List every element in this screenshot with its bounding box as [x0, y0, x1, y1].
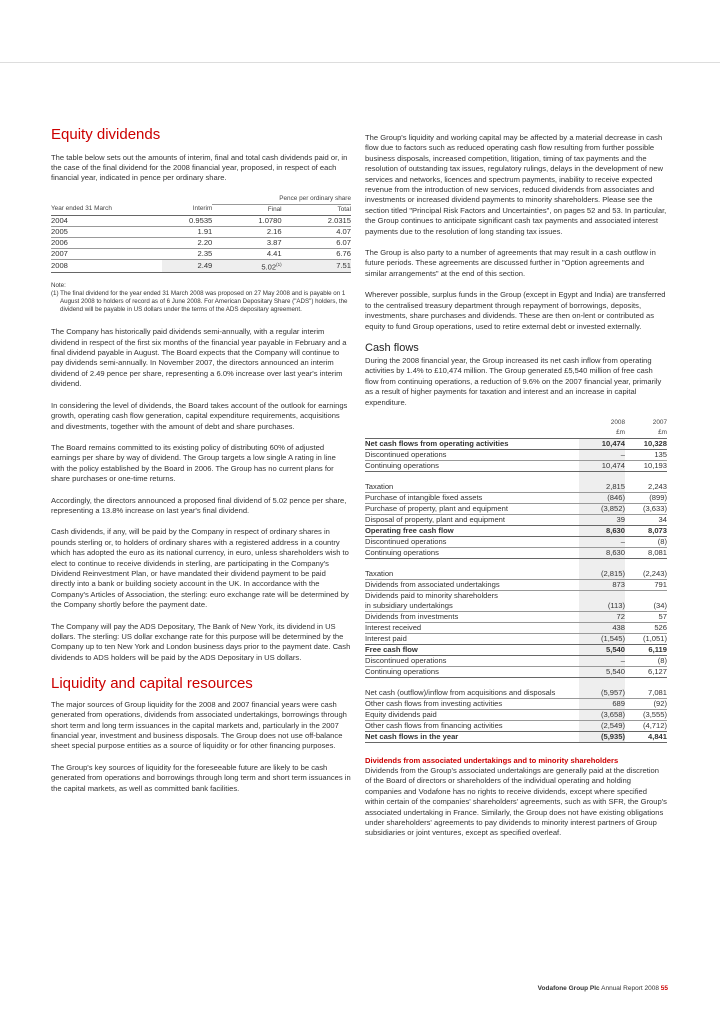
- table-row: [365, 460, 667, 471]
- value-2007: 2,243: [625, 482, 667, 493]
- final-col-header: Final: [212, 204, 281, 215]
- total-cell: 4.07: [282, 226, 351, 237]
- page-number: 55: [660, 985, 668, 992]
- row-label: Interest paid: [365, 633, 579, 644]
- table-row: [365, 698, 667, 709]
- table-row: [365, 514, 667, 525]
- total-cell: 2.0315: [282, 215, 351, 226]
- value-2007: 34: [625, 514, 667, 525]
- table-note: [51, 282, 351, 314]
- year-cell: 2005: [51, 226, 162, 237]
- value-2008: 438: [579, 622, 625, 633]
- value-2007: 6,127: [625, 666, 667, 677]
- table-row: [365, 655, 667, 666]
- row-label: Operating free cash flow: [365, 525, 579, 536]
- value-2007: (3,555): [625, 709, 667, 720]
- row-label: Dividends from investments: [365, 611, 579, 622]
- value-2008: 10,474: [579, 438, 625, 449]
- row-label: Discontinued operations: [365, 449, 579, 460]
- value-2008: (2,815): [579, 569, 625, 580]
- value-2007: 8,073: [625, 525, 667, 536]
- value-2008: 873: [579, 579, 625, 590]
- table-row: [365, 536, 667, 547]
- final-cell: 4.41: [212, 248, 281, 259]
- row-label: Taxation: [365, 482, 579, 493]
- final-cell: 1.0780: [212, 215, 281, 226]
- value-2007: (8): [625, 655, 667, 666]
- interim-cell: 1.91: [162, 226, 212, 237]
- footer-report: Annual Report 2008: [599, 985, 659, 992]
- interim-cell: 2.49: [162, 259, 212, 273]
- table-row: [365, 666, 667, 677]
- table-row: [365, 547, 667, 558]
- row-label: Equity dividends paid: [365, 709, 579, 720]
- value-2008: [579, 590, 625, 601]
- year-cell: 2006: [51, 237, 162, 248]
- table-row: [51, 237, 351, 248]
- value-2007: 57: [625, 611, 667, 622]
- row-label: Interest received: [365, 622, 579, 633]
- year-cell: 2008: [51, 259, 162, 273]
- value-2008: (846): [579, 492, 625, 503]
- row-label: Net cash flows from operating activities: [365, 438, 579, 449]
- row-label: Dividends from associated undertakings: [365, 579, 579, 590]
- row-label: Continuing operations: [365, 666, 579, 677]
- year-cell: 2007: [51, 248, 162, 259]
- total-col-header: Total: [282, 204, 351, 215]
- table-row: [365, 633, 667, 644]
- value-2007: 7,081: [625, 688, 667, 699]
- equity-paragraph-2: In considering the level of dividends, the Board takes account of the outlook for earnings growth, operating cash flow generation, capital expenditure requirements, acquisitions and divestments, together with the amount of debt and share purchases.: [51, 400, 348, 431]
- row-label: Other cash flows from investing activities: [365, 698, 579, 709]
- year-2007-header: 2007: [652, 418, 667, 426]
- year-col-header: Year ended 31 March: [51, 204, 162, 215]
- equity-paragraph-5: Cash dividends, if any, will be paid by the Company in respect of ordinary shares in pounds sterling or, to holders of ordinary shares with a registered address in a country which has adopted the euro as its national currency, in euro, unless shareholders wish to elect to continue to receive dividends in sterling, are participating in the Company's Dividend Reinvestment Plan, or have mandated their dividend payment to be paid directly into a bank or building society account in the UK. In accordance with the Company's Articles of Association, the sterling: euro exchange rate will be determined by the Company shortly before the payment date.: [51, 527, 349, 610]
- value-2008: 689: [579, 698, 625, 709]
- surplus-funds-paragraph: Wherever possible, surplus funds in the Group (except in Egypt and India) are transferred to the centralised treasury department through repayment of borrowings, deposits, investments, share purchases and dividends. These are then on-lent or contributed as equity to fund Group operations, used to retire external debt or invested externally.: [365, 290, 666, 331]
- table-row: [51, 259, 351, 273]
- value-2007: (8): [625, 536, 667, 547]
- table-row: [365, 644, 667, 655]
- value-2008: –: [579, 536, 625, 547]
- unit-2008-header: £m: [616, 428, 625, 436]
- value-2008: (2,549): [579, 720, 625, 731]
- right-column: [365, 133, 667, 839]
- table-row: [365, 688, 667, 699]
- row-label: Purchase of property, plant and equipment: [365, 503, 579, 514]
- value-2007: 526: [625, 622, 667, 633]
- table-row: [51, 248, 351, 259]
- value-2008: (1,545): [579, 633, 625, 644]
- row-label: in subsidiary undertakings: [365, 601, 579, 612]
- interim-cell: 2.20: [162, 237, 212, 248]
- final-value: 5.02: [261, 262, 277, 272]
- unit-2007-header: £m: [658, 428, 667, 436]
- row-label: Dividends paid to minority shareholders: [365, 590, 498, 600]
- liquidity-paragraph-1: The major sources of Group liquidity for the 2008 and 2007 financial years were cash generated from operations, dividends from associated undertakings, borrowings through short term and long term issuances in the capital markets and, particularly in the 2007 financial year, investment and business disposals. The Group does not use off-balance sheet special purpose entities as a source of liquidity or for other financing purposes.: [51, 699, 347, 751]
- value-2008: (5,935): [579, 731, 625, 742]
- liquidity-risk-paragraph: The Group's liquidity and working capital may be affected by a material decrease in cash flow due to factors such as reduced operating cash flow resulting from further possible business disposals, increased competition, litigation, timing of tax payments and the resolution of outstanding tax issues, regulatory rulings, delays in the development of new services and networks, licences and spectrum payments, inability to receive expected revenue from the introduction of new services, reduced dividends from associates and investments or increased dividend payments to minority shareholders. Please see the section titled "Principal Risk Factors and Uncertainties", on pages 52 and 53. In particular, the Group continues to anticipate significant cash tax payments and associated interest payments due to the resolution of long standing tax issues.: [365, 133, 667, 236]
- table-row: [51, 215, 351, 226]
- value-2008: 8,630: [579, 525, 625, 536]
- value-2007: 10,328: [625, 438, 667, 449]
- value-2007: 8,081: [625, 547, 667, 558]
- value-2007: 6,119: [625, 644, 667, 655]
- value-2008: (5,957): [579, 688, 625, 699]
- equity-dividends-heading: Equity dividends: [51, 126, 161, 143]
- interim-cell: 2.35: [162, 248, 212, 259]
- row-label: Free cash flow: [365, 644, 579, 655]
- equity-paragraph-4: Accordingly, the directors announced a proposed final dividend of 5.02 pence per share, representing a 13.8% increase on last year's final dividend.: [51, 495, 347, 515]
- equity-paragraph-6: The Company will pay the ADS Depositary, The Bank of New York, its dividend in US dollars. The sterling: US dollar exchange rate for this purpose will be determined by the Company up to ten New York and London business days prior to the payment date. Cash dividends to ADS holders will be paid by the ADS Depositary in US dollars.: [51, 621, 351, 662]
- year-cell: 2004: [51, 215, 162, 226]
- value-2008: 39: [579, 514, 625, 525]
- final-cell: 2.16: [212, 226, 281, 237]
- value-2008: (113): [579, 601, 625, 612]
- cash-flows-heading: Cash flows: [365, 341, 419, 354]
- row-label: Net cash (outflow)/inflow from acquisitions and disposals: [365, 688, 579, 699]
- value-2008: 72: [579, 611, 625, 622]
- footer-company: Vodafone Group Plc: [537, 985, 600, 992]
- value-2008: –: [579, 449, 625, 460]
- table-row: [365, 449, 667, 460]
- table-row: [365, 503, 667, 514]
- total-cell: 6.76: [282, 248, 351, 259]
- value-2007: (1,051): [625, 633, 667, 644]
- value-2008: 8,630: [579, 547, 625, 558]
- table-row: [365, 525, 667, 536]
- row-label: Continuing operations: [365, 547, 579, 558]
- value-2008: 2,815: [579, 482, 625, 493]
- left-column: [51, 127, 351, 794]
- value-2007: (899): [625, 492, 667, 503]
- liquidity-heading: Liquidity and capital resources: [51, 675, 253, 693]
- row-label: Purchase of intangible fixed assets: [365, 492, 579, 503]
- value-2007: (3,633): [625, 503, 667, 514]
- value-2007: 10,193: [625, 460, 667, 471]
- agreements-paragraph: The Group is also party to a number of agreements that may result in a cash outflow in future periods. These agreements are discussed further in "Option agreements and similar arrangements" at the end of this section.: [365, 248, 656, 278]
- value-2007: (92): [625, 698, 667, 709]
- dividends-associates-heading: Dividends from associated undertakings and to minority shareholders: [365, 755, 619, 765]
- final-cell: [212, 259, 281, 273]
- final-cell: 3.87: [212, 237, 281, 248]
- table-row: [365, 482, 667, 493]
- note-label: Note:: [51, 282, 66, 290]
- row-label: Discontinued operations: [365, 536, 579, 547]
- table-row: [365, 492, 667, 503]
- total-cell: 6.07: [282, 237, 351, 248]
- table-row: [365, 590, 667, 601]
- interim-cell: 0.9535: [162, 215, 212, 226]
- dividend-table: [51, 194, 351, 274]
- header-rule: [0, 62, 720, 63]
- page-footer: [538, 985, 668, 992]
- equity-paragraph-3: The Board remains committed to its existing policy of distributing 60% of adjusted earnings per share by way of dividend. The Group targets a low single A rating in line with the policy established by the Board in 2006. The Group has no current plans for share purchases or one-time returns.: [51, 442, 336, 484]
- pence-header: Pence per ordinary share: [212, 194, 351, 205]
- row-label: Disposal of property, plant and equipment: [365, 514, 579, 525]
- table-row: [365, 438, 667, 449]
- value-2008: (3,658): [579, 709, 625, 720]
- value-2007: (2,243): [625, 569, 667, 580]
- table-row: [365, 611, 667, 622]
- equity-paragraph-1: The Company has historically paid dividends semi-annually, with a regular interim dividend in respect of the first six months of the financial year payable in February and a final dividend payable in August. The Board expects that the Company will continue to pay dividends semi-annually. In November 2007, the directors announced an interim dividend of 2.49 pence per share, representing a 6.0% increase over last year's interim dividend.: [51, 327, 347, 389]
- cash-flow-table: [365, 418, 667, 743]
- footnote-marker: (1): [276, 261, 282, 267]
- value-2007: (4,712): [625, 720, 667, 731]
- table-row: [365, 720, 667, 731]
- value-2008: (3,852): [579, 503, 625, 514]
- total-cell: 7.51: [282, 259, 351, 273]
- equity-intro: The table below sets out the amounts of interim, final and total cash dividends paid or, in the case of the final dividend for the 2008 financial year, proposed, in respect of each financial year, indicated in pence per ordinary share.: [51, 152, 348, 183]
- interim-col-header: Interim: [162, 204, 212, 215]
- value-2007: (34): [625, 601, 667, 612]
- value-2007: 135: [625, 449, 667, 460]
- table-row: [365, 731, 667, 742]
- value-2007: 4,841: [625, 731, 667, 742]
- value-2008: 5,540: [579, 644, 625, 655]
- value-2007: 791: [625, 579, 667, 590]
- table-row: [365, 601, 667, 612]
- table-row: [365, 569, 667, 580]
- table-row: [365, 709, 667, 720]
- dividends-associates-text: Dividends from the Group's associated undertakings are generally paid at the discretion of the Board of directors or shareholders of the individual operating and holding companies and Vodafone has no rights to receive dividends, except where specified within certain of the companies' shareholders' agreements, such as with SFR, the Group's associated undertaking in France. Similarly, the Group does not have existing obligations under shareholders' agreements to pay dividends to minority interest partners of Group subsidiaries or joint ventures, except as specified overleaf.: [365, 765, 667, 838]
- table-row: [365, 622, 667, 633]
- value-2008: 5,540: [579, 666, 625, 677]
- cash-flows-intro: During the 2008 financial year, the Group increased its net cash inflow from operating activities by 1.4% to £10,474 million. The Group generated £5,540 million of free cash flow from continuing operations, a reduction of 9.6% on the 2007 financial year, primarily as a result of higher payments for taxation and interest and an increase in capital expenditure.: [365, 355, 662, 407]
- row-label: Net cash flows in the year: [365, 731, 579, 742]
- value-2008: –: [579, 655, 625, 666]
- year-2008-header: 2008: [610, 418, 625, 426]
- value-2007: [625, 590, 667, 601]
- table-row: [365, 579, 667, 590]
- row-label: Discontinued operations: [365, 655, 579, 666]
- liquidity-paragraph-2: The Group's key sources of liquidity for the foreseeable future are likely to be cash generated from operations and borrowings through long term and short term issuances in the capital markets, as well as committed bank facilities.: [51, 762, 351, 793]
- row-label: Continuing operations: [365, 460, 579, 471]
- value-2008: 10,474: [579, 460, 625, 471]
- row-label: Taxation: [365, 569, 579, 580]
- note-text: (1) The final dividend for the year ended 31 March 2008 was proposed on 27 May 2008 and is payable on 1 August 2008 to holders of record as of 6 June 2008. For American Depositary Share ("ADS") holders, the dividend will be payable in US dollars under the terms of the ADS depositary agreement.: [51, 290, 348, 314]
- table-row: [51, 226, 351, 237]
- row-label: Other cash flows from financing activities: [365, 720, 579, 731]
